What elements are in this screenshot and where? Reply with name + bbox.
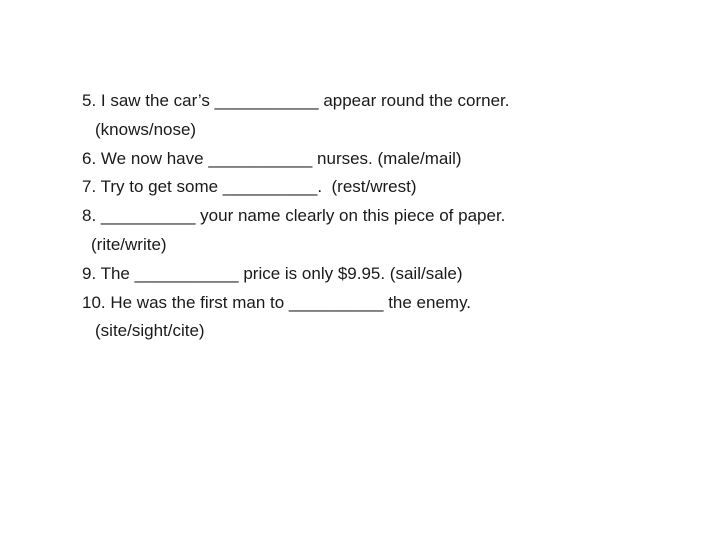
homophone-exercise [82,87,702,346]
question-10: 10. He was the first man to __________ the enemy. [82,292,472,312]
question-8: 8. __________ your name clearly on this piece of paper. [82,206,506,226]
question-8-options: (rite/write) [91,234,167,254]
question-10-options: (site/sight/cite) [95,321,205,341]
question-7: 7. Try to get some __________. (rest/wrest) [82,177,417,197]
question-9: 9. The ___________ price is only $9.95. (sail/sale) [82,263,463,283]
question-5: 5. I saw the car’s ___________ appear round the corner. [82,91,510,110]
question-6: 6. We now have ___________ nurses. (male/mail) [82,148,462,168]
question-5-options: (knows/nose) [95,119,197,139]
